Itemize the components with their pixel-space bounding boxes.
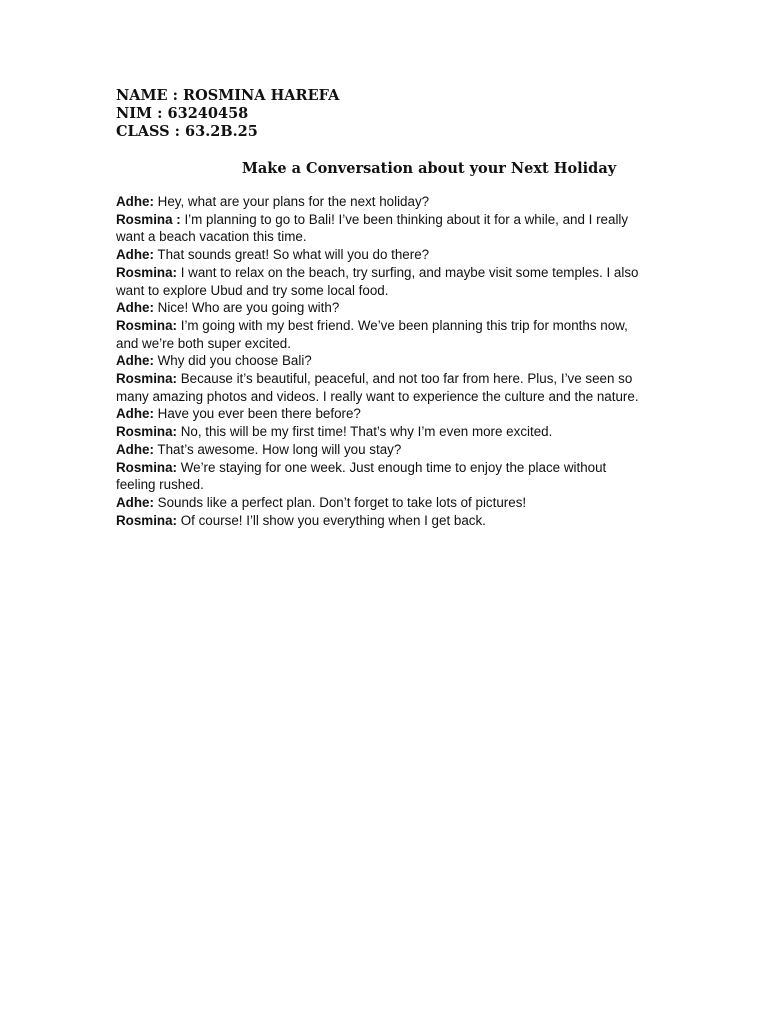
dialogue-line — [116, 211, 644, 246]
dialogue-line — [116, 317, 644, 352]
dialogue-line — [116, 423, 644, 441]
line-text: I want to relax on the beach, try surfing, and maybe visit some temples. I also want to explore Ubud and try some local food. — [116, 264, 639, 298]
line-text: Have you ever been there before? — [153, 406, 361, 422]
line-text: I’m going with my best friend. We’ve been planning this trip for months now, and we’re both super excited. — [116, 317, 628, 351]
speaker-name: Adhe: — [116, 300, 154, 316]
dialogue-line — [116, 512, 644, 530]
dialogue-line — [116, 405, 644, 423]
speaker-name: Adhe: — [116, 353, 154, 369]
speaker-name: Rosmina: — [116, 512, 178, 528]
dialogue-line — [116, 193, 644, 211]
speaker-name: Adhe: — [116, 494, 154, 510]
line-text: Nice! Who are you going with? — [153, 300, 340, 316]
dialogue-line — [116, 370, 644, 405]
line-text: Sounds like a perfect plan. Don’t forget to take lots of pictures! — [153, 494, 527, 510]
speaker-name: Adhe: — [116, 194, 154, 209]
speaker-name: Adhe: — [116, 441, 154, 457]
dialogue-line — [116, 352, 644, 370]
student-info — [116, 87, 339, 141]
dialogue-line — [116, 246, 644, 264]
student-class: CLASS : 63.2B.25 — [116, 123, 258, 140]
student-name: NAME : ROSMINA HAREFA — [116, 87, 340, 104]
speaker-name: Adhe: — [116, 406, 154, 422]
dialogue-line — [116, 299, 644, 317]
line-text: Of course! I’ll show you everything when I get back. — [177, 512, 486, 528]
line-text: We’re staying for one week. Just enough time to enjoy the place without feeling rushed. — [116, 459, 607, 493]
speaker-name: Rosmina: — [116, 424, 178, 440]
document-title: Make a Conversation about your Next Holiday — [241, 160, 617, 177]
dialogue-line — [116, 441, 644, 459]
speaker-name: Rosmina: — [116, 371, 178, 387]
conversation — [116, 193, 644, 529]
speaker-name: Rosmina: — [116, 264, 178, 280]
speaker-name: Rosmina: — [116, 459, 178, 475]
speaker-name: Adhe: — [116, 247, 154, 263]
dialogue-line — [116, 264, 644, 299]
line-text: Why did you choose Bali? — [153, 353, 312, 369]
speaker-name: Rosmina : — [116, 211, 181, 227]
dialogue-line — [116, 459, 644, 494]
line-text: That’s awesome. How long will you stay? — [153, 441, 402, 457]
student-nim: NIM : 63240458 — [116, 105, 249, 122]
line-text: Because it’s beautiful, peaceful, and not too far from here. Plus, I’ve seen so many amazing photos and videos. I really want to experience the culture and the nature. — [116, 371, 639, 404]
line-text: Hey, what are your plans for the next holiday? — [153, 194, 430, 209]
line-text: I’m planning to go to Bali! I’ve been thinking about it for a while, and I really want a beach vacation this time. — [116, 211, 629, 245]
line-text: No, this will be my first time! That’s why I’m even more excited. — [177, 424, 553, 440]
line-text: That sounds great! So what will you do there? — [153, 247, 430, 263]
dialogue-line — [116, 494, 644, 512]
speaker-name: Rosmina: — [116, 317, 178, 333]
